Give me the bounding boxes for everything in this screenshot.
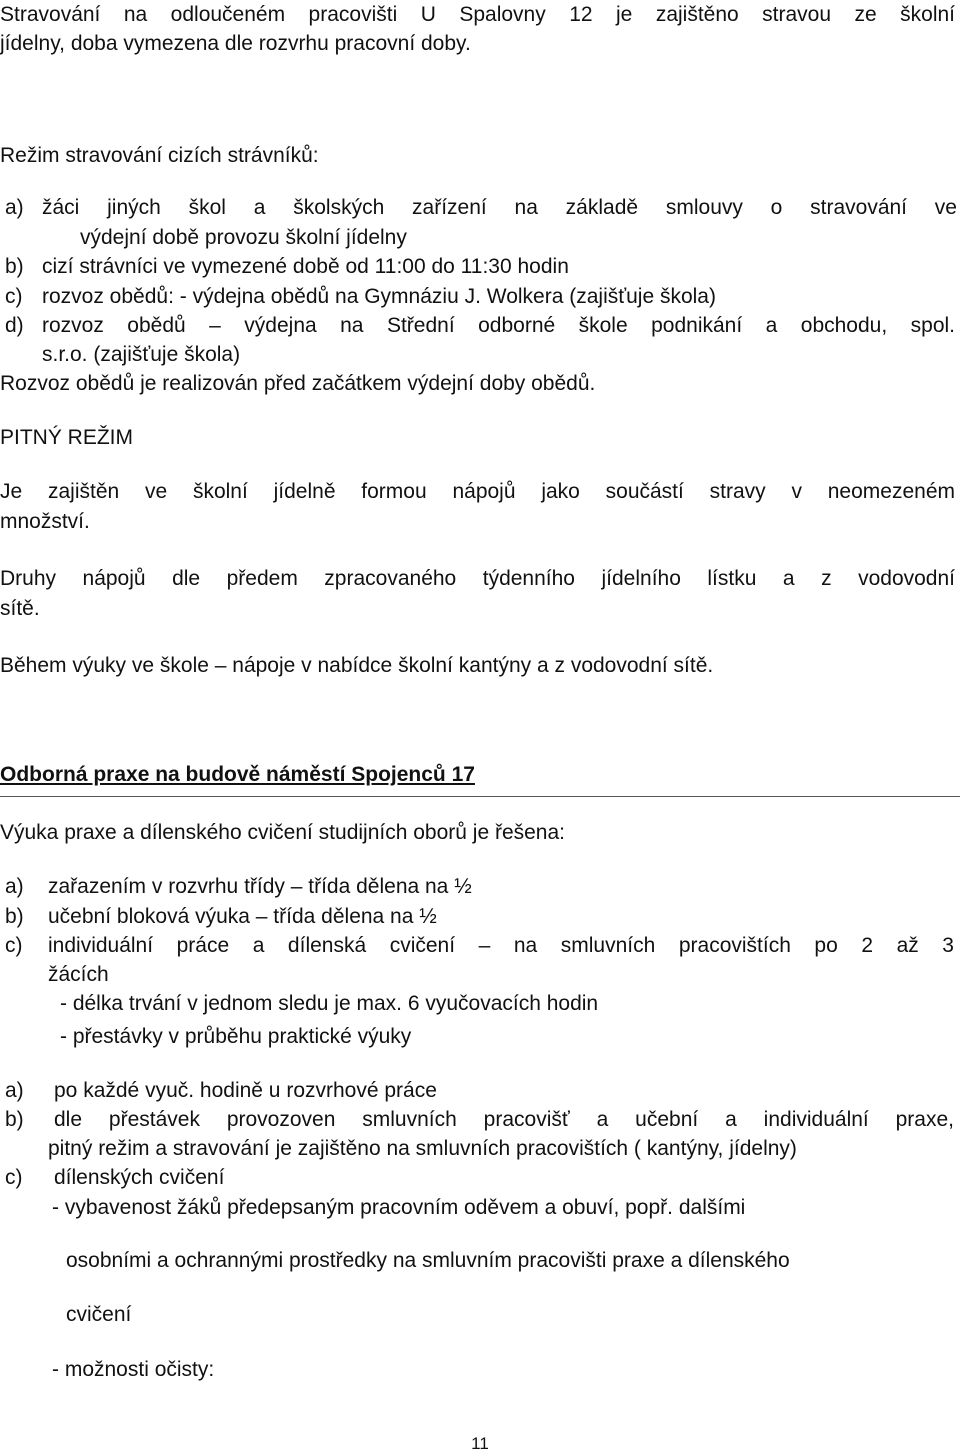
drinking-p2-line-1: Druhy nápojů dle předem zpracovaného týdenního jídelního lístku a z vodovodní: [0, 567, 955, 590]
intro-line-1: Stravování na odloučeném pracovišti U Spalovny 12 je zajištěno stravou ze školní: [0, 3, 955, 26]
boarding-item-d-text: rozvoz obědů – výdejna na Střední odborné škole podnikání a obchodu, spol.: [42, 314, 955, 337]
practice-item-c-label: c): [5, 934, 23, 957]
drinking-item-a-text: po každé vyuč. hodině u rozvrhové práce: [54, 1079, 437, 1102]
boarding-item-b-label: b): [5, 255, 24, 278]
practice-dash-1: - délka trvání v jednom sledu je max. 6 vyučovacích hodin: [60, 992, 599, 1015]
boarding-item-d-label: d): [5, 314, 24, 337]
practice-dash-2: - přestávky v průběhu praktické výuky: [60, 1025, 412, 1048]
equipment-line-2: osobními a ochrannými prostředky na smluvním pracovišti praxe a dílenského: [66, 1249, 790, 1272]
drinking-p2-line-2: sítě.: [0, 597, 40, 620]
boarding-item-a-label: a): [5, 196, 24, 219]
boarding-item-c-label: c): [5, 285, 23, 308]
drinking-item-a-label: a): [5, 1079, 24, 1102]
practice-item-a-text: zařazením v rozvrhu třídy – třída dělena na ½: [48, 875, 472, 898]
practice-item-a-label: a): [5, 875, 24, 898]
practice-item-c-text-2: žácích: [48, 963, 109, 986]
practice-intro: Výuka praxe a dílenského cvičení studijních oborů je řešena:: [0, 821, 566, 844]
boarding-item-a-text: žáci jiných škol a školských zařízení na základě smlouvy o stravování ve: [42, 196, 957, 219]
boarding-item-a-text-2: výdejní době provozu školní jídelny: [80, 226, 407, 249]
boarding-note: Rozvoz obědů je realizován před začátkem výdejní doby obědů.: [0, 372, 596, 395]
page-number: 11: [471, 1434, 489, 1453]
drinking-item-c-text: dílenských cvičení: [54, 1166, 225, 1189]
practice-item-b-label: b): [5, 905, 24, 928]
drinking-item-b-label: b): [5, 1108, 24, 1131]
equipment-line-3: cvičení: [66, 1303, 132, 1326]
intro-line-2: jídelny, doba vymezena dle rozvrhu pracovní doby.: [0, 32, 471, 55]
practice-heading: Odborná praxe na budově náměstí Spojenců 17: [0, 763, 475, 786]
practice-item-b-text: učební bloková výuka – třída dělena na ½: [48, 905, 437, 928]
drinking-item-b-text-2: pitný režim a stravování je zajištěno na smluvních pracovištích ( kantýny, jídelny): [48, 1137, 797, 1160]
boarding-item-d-text-2: s.r.o. (zajišťuje škola): [42, 343, 241, 366]
drinking-p1-line-1: Je zajištěn ve školní jídelně formou nápojů jako součástí stravy v neomezeném: [0, 480, 955, 503]
drinking-item-c-label: c): [5, 1166, 23, 1189]
drinking-title: PITNÝ REŽIM: [0, 426, 134, 449]
boarding-title: Režim stravování cizích strávníků:: [0, 144, 319, 167]
boarding-item-b-text: cizí strávníci ve vymezené době od 11:00 do 11:30 hodin: [42, 255, 569, 278]
drinking-p1-line-2: množství.: [0, 510, 90, 533]
drinking-item-b-text: dle přestávek provozoven smluvních pracovišť a učební a individuální praxe,: [54, 1108, 954, 1131]
boarding-item-c-text: rozvoz obědů: - výdejna obědů na Gymnáziu J. Wolkera (zajišťuje škola): [42, 285, 716, 308]
equipment-line-1: - vybavenost žáků předepsaným pracovním oděvem a obuví, popř. dalšími: [52, 1196, 746, 1219]
section-divider: [0, 796, 960, 797]
drinking-p3: Během výuky ve škole – nápoje v nabídce školní kantýny a z vodovodní sítě.: [0, 654, 714, 677]
practice-item-c-text: individuální práce a dílenská cvičení – na smluvních pracovištích po 2 až 3: [48, 934, 954, 957]
hygiene-line: - možnosti očisty:: [52, 1358, 215, 1381]
